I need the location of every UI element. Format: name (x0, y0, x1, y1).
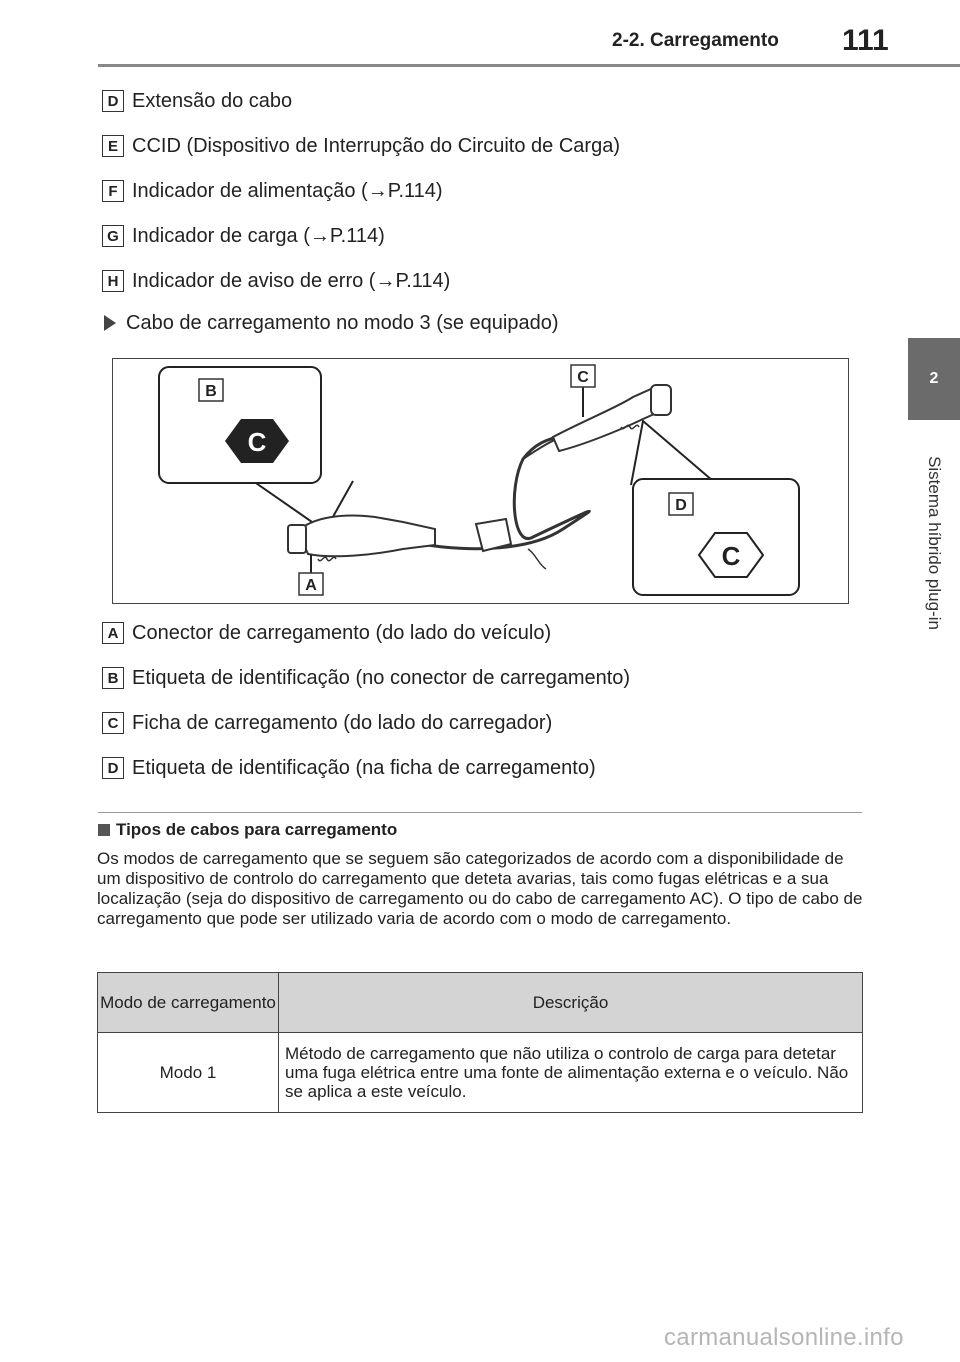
hexagon-letter: C (247, 427, 267, 457)
cable-box (476, 519, 511, 551)
legend-text: Etiqueta de identificação (no conector de carregamento) (132, 666, 631, 689)
legend-text: Conector de carregamento (do lado do veículo) (132, 621, 552, 644)
legend-item (102, 756, 596, 780)
table-header-row (98, 973, 863, 1033)
table-header-mode: Modo de carregamento (98, 973, 279, 1033)
header-divider (98, 64, 960, 67)
legend-item (102, 224, 385, 248)
legend-text: Indicador de aviso de erro (→P.114) (132, 269, 451, 292)
watermark: carmanualsonline.info (664, 1324, 904, 1351)
legend-text: Etiqueta de identificação (na ficha de carregamento) (132, 756, 596, 779)
cable-tail (528, 549, 546, 569)
legend-letter-box: C (102, 712, 124, 734)
connector-head (288, 525, 306, 553)
charging-modes-table (97, 972, 863, 1113)
section-heading-text: Tipos de cabos para carregamento (116, 820, 398, 839)
section-title: 2-2. Carregamento (612, 30, 779, 51)
legend-letter-box: B (102, 667, 124, 689)
legend-item (102, 621, 551, 645)
legend-letter-box: H (102, 270, 124, 292)
legend-text: CCID (Dispositivo de Interrupção do Circuito de Carga) (132, 134, 620, 157)
plug-head (651, 385, 671, 415)
hexagon-outline-letter: C (721, 541, 741, 571)
chapter-tab: 2 (908, 338, 960, 420)
legend-text: Extensão do cabo (132, 89, 293, 112)
legend-letter-box: A (102, 622, 124, 644)
callout-c-letter: C (577, 369, 589, 386)
table-header-description: Descrição (279, 973, 863, 1033)
legend-item (102, 134, 620, 158)
table-cell-description: Método de carregamento que não utiliza o controlo de carga para detetar uma fuga elétrica entre uma fonte de alimentação externa e o veículo. Não se aplica a este veículo. (279, 1033, 863, 1113)
table-row (98, 1033, 863, 1113)
cable-drawing (113, 359, 847, 602)
legend-letter-box: G (102, 225, 124, 247)
callout-d-leader (631, 421, 713, 485)
vehicle-connector (298, 516, 435, 557)
bullet-arrow-icon (104, 315, 116, 331)
legend-letter-box: F (102, 180, 124, 202)
legend-item (102, 711, 552, 735)
legend-letter-box: E (102, 135, 124, 157)
legend-text: Ficha de carregamento (do lado do carregador) (132, 711, 553, 734)
connector-latch (318, 557, 336, 560)
legend-item (102, 179, 443, 203)
callout-a-letter: A (305, 577, 317, 594)
legend-letter-box: D (102, 90, 124, 112)
heading-square-icon (98, 824, 110, 836)
legend-item (102, 666, 630, 690)
charging-cable-illustration (112, 358, 849, 604)
mode3-bullet-text: Cabo de carregamento no modo 3 (se equipado) (126, 311, 559, 334)
legend-text: Indicador de carga (→P.114) (132, 224, 385, 247)
callout-b-letter: B (205, 383, 217, 400)
page-number: 111 (842, 24, 889, 57)
legend-text: Indicador de alimentação (→P.114) (132, 179, 443, 202)
mode3-bullet (104, 310, 559, 336)
section-heading (98, 820, 397, 840)
legend-item (102, 89, 292, 113)
chapter-title: Sistema híbrido plug-in (925, 456, 944, 630)
table-cell-mode: Modo 1 (98, 1033, 279, 1113)
legend-item (102, 269, 450, 293)
legend-letter-box: D (102, 757, 124, 779)
section-divider (98, 812, 862, 813)
callout-d-letter: D (675, 497, 687, 514)
section-paragraph: Os modos de carregamento que se seguem são categorizados de acordo com a disponibilidade de um dispositivo de controlo do carregamento que deteta avarias, tais como fugas elétricas e a sua localização (seja do dispositivo de carregamento ou do cabo de carregamento AC). O tipo de cabo de carregamento que pode ser utilizado varia de acordo com o modo de carregamento. (97, 849, 863, 928)
